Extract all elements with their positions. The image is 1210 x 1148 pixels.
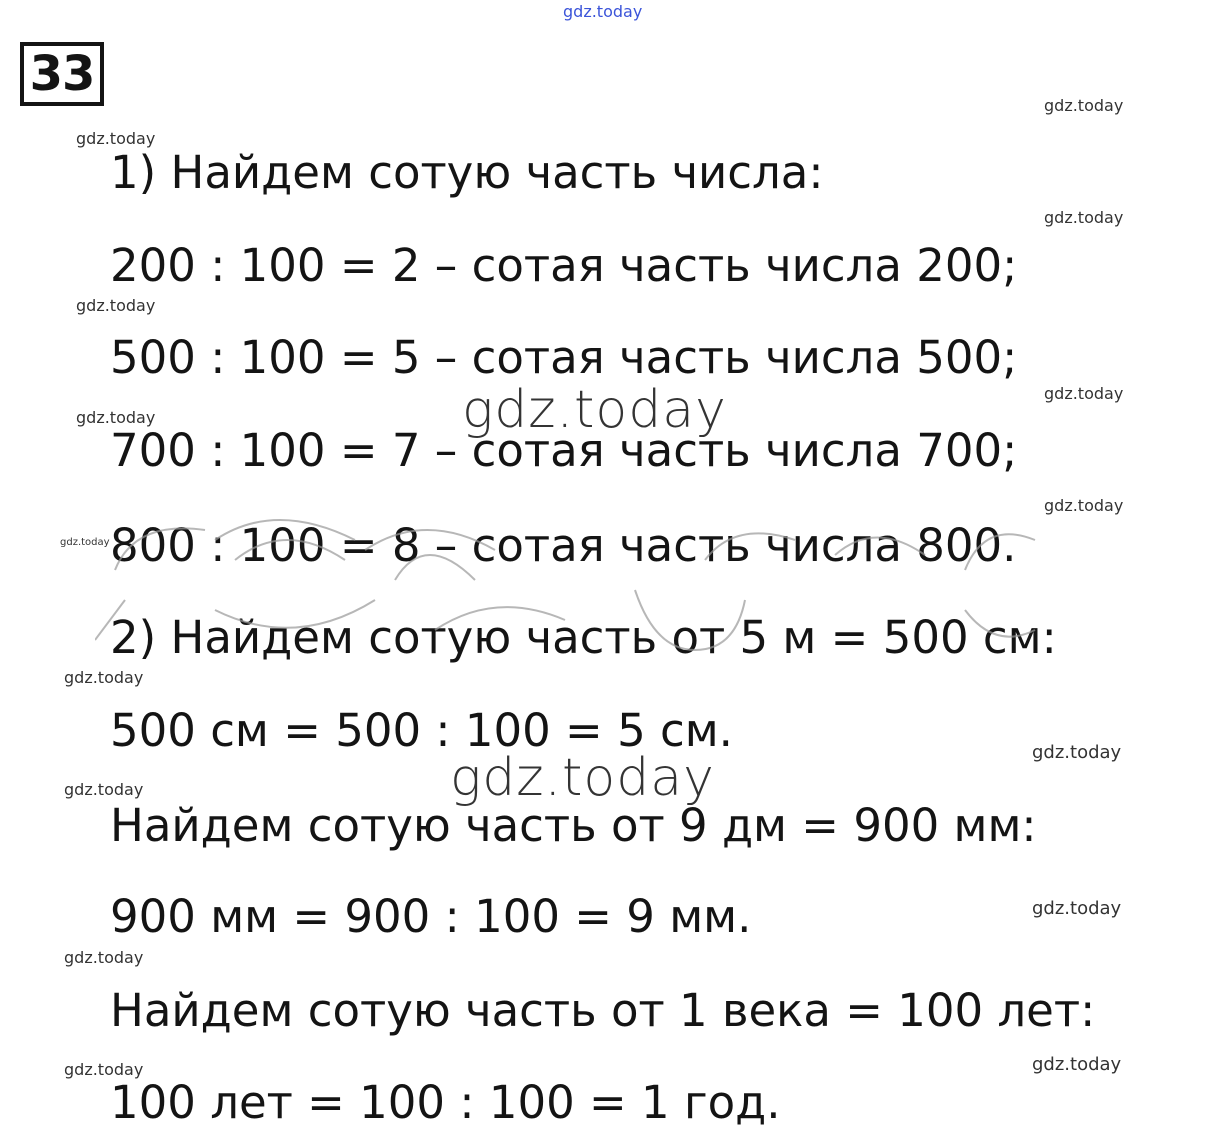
watermark: gdz.today (64, 1060, 144, 1079)
watermark: gdz.today (64, 948, 144, 967)
watermark: gdz.today (64, 780, 144, 799)
watermark: gdz.today (1044, 208, 1124, 227)
watermark: gdz.today (1044, 96, 1124, 115)
line-6: 2) Найдем сотую часть от 5 м = 500 см: (110, 611, 1057, 664)
watermark: gdz.today (1044, 496, 1124, 515)
watermark: gdz.today (76, 408, 156, 427)
watermark: gdz.today (60, 537, 110, 548)
watermark-large: gdz.today (462, 380, 727, 440)
watermark: gdz.today (76, 129, 156, 148)
problem-number: 33 (29, 46, 95, 102)
watermark: gdz.today (64, 668, 144, 687)
line-5: 800 : 100 = 8 – сотая часть числа 800. (110, 519, 1017, 572)
problem-number-box (20, 42, 104, 106)
watermark-top: gdz.today (563, 2, 643, 21)
line-11: 100 лет = 100 : 100 = 1 год. (110, 1076, 781, 1129)
watermark: gdz.today (76, 296, 156, 315)
watermark: gdz.today (1032, 1054, 1122, 1075)
watermark-large: gdz.today (450, 748, 715, 808)
line-8: Найдем сотую часть от 9 дм = 900 мм: (110, 799, 1037, 852)
line-7: 500 см = 500 : 100 = 5 см. (110, 704, 733, 757)
line-10: Найдем сотую часть от 1 века = 100 лет: (110, 984, 1096, 1037)
line-4: 700 : 100 = 7 – сотая часть числа 700; (110, 424, 1018, 477)
watermark: gdz.today (1032, 742, 1122, 763)
watermark: gdz.today (1044, 384, 1124, 403)
line-9: 900 мм = 900 : 100 = 9 мм. (110, 890, 752, 943)
line-1: 1) Найдем сотую часть числа: (110, 146, 824, 199)
watermark: gdz.today (1032, 898, 1122, 919)
line-2: 200 : 100 = 2 – сотая часть числа 200; (110, 239, 1018, 292)
line-3: 500 : 100 = 5 – сотая часть числа 500; (110, 331, 1018, 384)
